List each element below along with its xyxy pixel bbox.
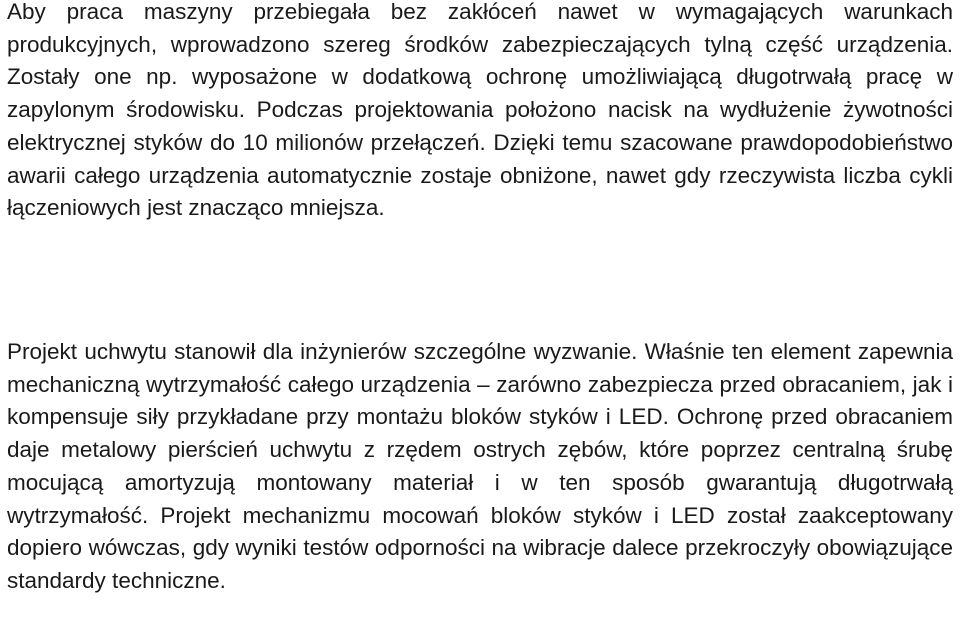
paragraph-2: Projekt uchwytu stanowił dla inżynierów szczególne wyzwanie. Właśnie ten element zapewnia mechaniczną wytrzymałość całego urządzenia – zarówno zabezpiecza przed obracaniem, jak i kompensuje siły przykładane przy montażu bloków styków i LED. Ochronę przed obracaniem daje metalowy pierścień uchwytu z rzędem ostrych zębów, które poprzez centralną śrubę mocującą amortyzują montowany materiał i w ten sposób gwarantują długotrwałą wytrzymałość. Projekt mechanizmu mocowań bloków styków i LED został zaakceptowany dopiero wówczas, gdy wyniki testów odporności na wibracje dalece przekroczyły obowiązujące standardy techniczne. (7, 339, 953, 593)
paragraph-1: Aby praca maszyny przebiegała bez zakłóceń nawet w wymagających warunkach produkcyjnych, wprowadzono szereg środków zabezpieczających tylną część urządzenia. Zostały one np. wyposażone w dodatkową ochronę umożliwiającą długotrwałą pracę w zapylonym środowisku. Podczas projektowania położono nacisk na wydłużenie żywotności elektrycznej styków do 10 milionów przełączeń. Dzięki temu szacowane prawdopodobieństwo awarii całego urządzenia automatycznie zostaje obniżone, nawet gdy rzeczywista liczba cykli łączeniowych jest znacząco mniejsza. (7, 0, 953, 221)
